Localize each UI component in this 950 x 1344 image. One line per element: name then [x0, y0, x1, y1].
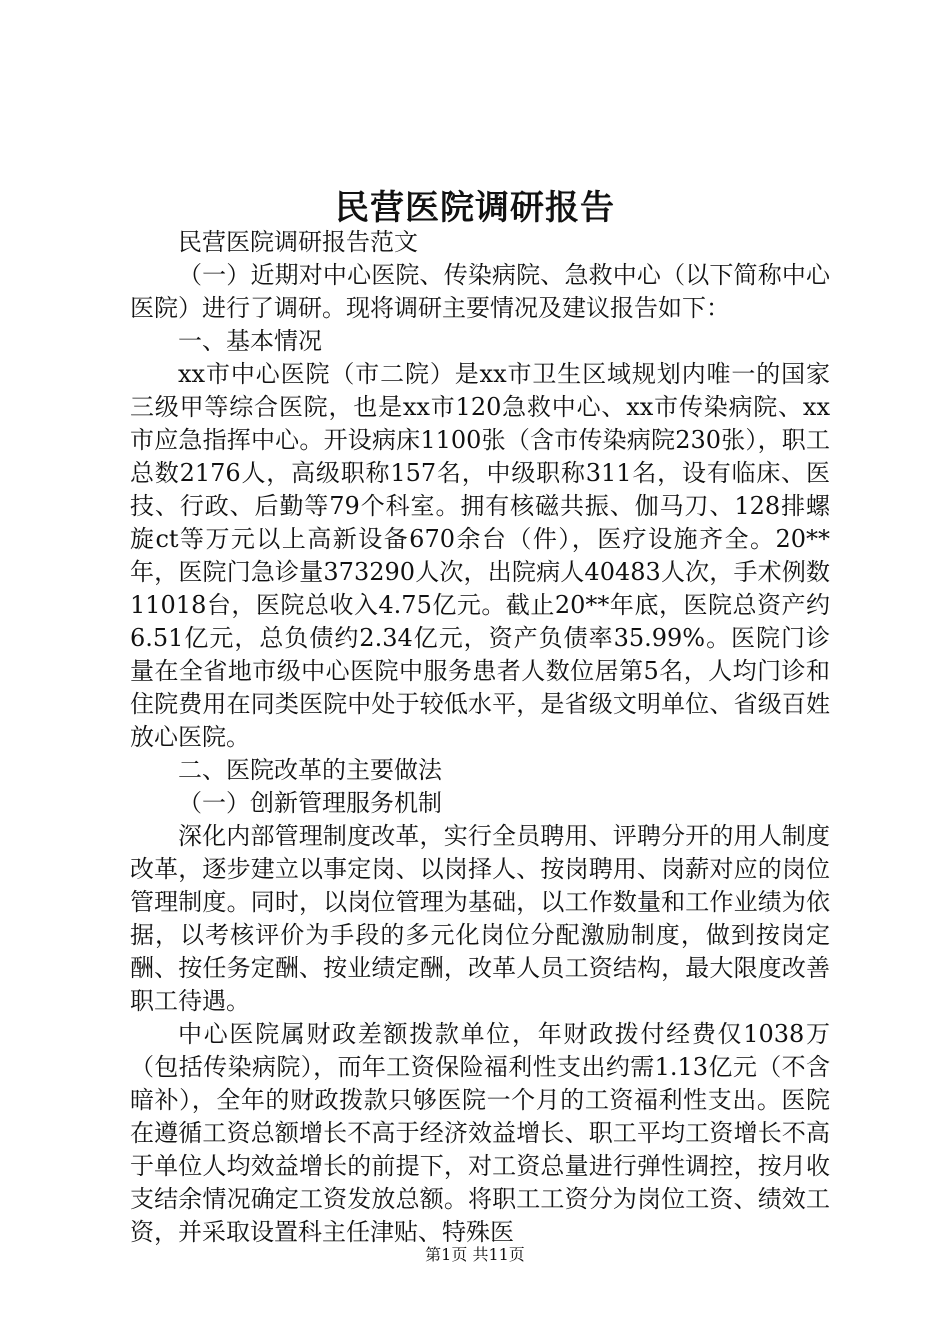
paragraph: 中心医院属财政差额拨款单位，年财政拨付经费仅1038万（包括传染病院），而年工资保险福利性支出约需1.13亿元（不含暗补），全年的财政拨款只够医院一个月的工资福利性支出。医院在遵循工资总额增长不高于经济效益增长、职工平均工资增长不高于单位人均效益增长的前提下，对工资总量进行弹性调控，按月收支结余情况确定工资发放总额。将职工工资分为岗位工资、绩效工资，并采取设置科主任津贴、特殊医 — [130, 1020, 830, 1246]
subsection-heading: （一）创新管理服务机制 — [178, 789, 442, 817]
document-body — [130, 226, 830, 1249]
paragraph: 民营医院调研报告范文 — [178, 228, 418, 256]
paragraph: 深化内部管理制度改革，实行全员聘用、评聘分开的用人制度改革，逐步建立以事定岗、以岗择人、按岗聘用、岗薪对应的岗位管理制度。同时，以岗位管理为基础，以工作数量和工作业绩为依据，以考核评价为手段的多元化岗位分配激励制度，做到按岗定酬、按任务定酬、按业绩定酬，改革人员工资结构，最大限度改善职工待遇。 — [130, 822, 830, 1015]
paragraph: （一）近期对中心医院、传染病院、急救中心（以下简称中心医院）进行了调研。现将调研主要情况及建议报告如下： — [130, 261, 830, 322]
section-heading: 一、基本情况 — [178, 327, 322, 355]
paragraph: xx市中心医院（市二院）是xx市卫生区域规划内唯一的国家三级甲等综合医院，也是xx市120急救中心、xx市传染病院、xx市应急指挥中心。开设病床1100张（含市传染病院230张），职工总数2176人，高级职称157名，中级职称311名，设有临床、医技、行政、后勤等79个科室。拥有核磁共振、伽马刀、128排螺旋ct等万元以上高新设备670余台（件），医疗设施齐全。20**年，医院门急诊量373290人次，出院病人40483人次，手术例数11018台，医院总收入4.75亿元。截止20**年底，医院总资产约6.51亿元，总负债约2.34亿元，资产负债率35.99%。医院门诊量在全省地市级中心医院中服务患者人数位居第5名，人均门诊和住院费用在同类医院中处于较低水平，是省级文明单位、省级百姓放心医院。 — [130, 360, 830, 751]
page-footer: 第1页 共11页 — [425, 1245, 525, 1264]
section-heading: 二、医院改革的主要做法 — [178, 756, 442, 784]
document-title: 民营医院调研报告 — [335, 188, 615, 228]
